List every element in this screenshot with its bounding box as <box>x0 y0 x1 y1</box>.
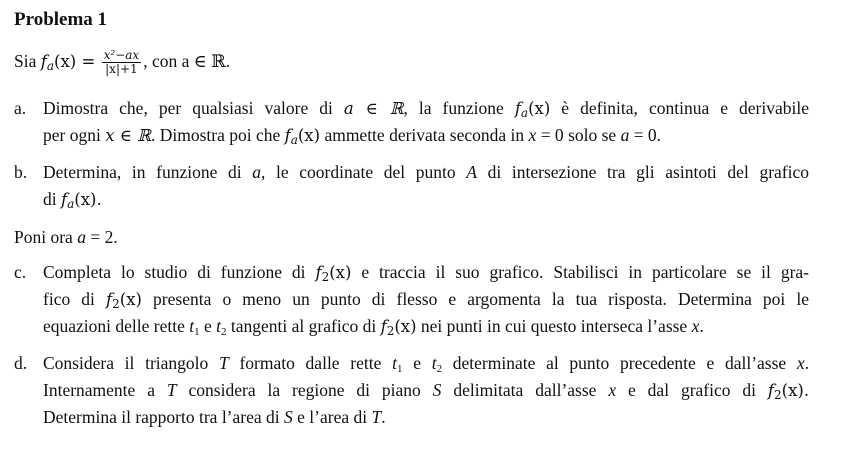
function-argument: (x) = <box>54 52 96 71</box>
text: considera la regione di piano <box>188 380 421 400</box>
text: presenta o meno un punto di flesso e argomenta la tua risposta. Determina poi le <box>153 289 810 309</box>
item-d-line-2 <box>43 378 809 403</box>
text: . <box>804 353 810 373</box>
function-argument: (x) <box>297 126 321 145</box>
text: Determina il rapporto tra l’area di <box>43 407 280 427</box>
item-a-line-2 <box>43 123 661 148</box>
math: x <box>528 125 537 145</box>
math-subscript: 1 <box>396 363 403 375</box>
math: = 2. <box>90 227 118 247</box>
function-subscript: 2 <box>321 270 330 284</box>
math: T <box>166 380 177 400</box>
function-argument: (x) <box>528 99 551 118</box>
text: nei punti in cui questo interseca l’asse <box>420 316 688 336</box>
math: = 0. <box>633 125 662 145</box>
math: x <box>691 316 700 336</box>
math: A <box>466 162 477 182</box>
math: a ∈ ℝ <box>343 99 404 118</box>
text: Dimostra che, per qualsiasi valore di <box>43 98 333 118</box>
intro-text: Sia <box>14 51 37 71</box>
item-c-line-3 <box>43 314 704 339</box>
math: = 0 <box>540 125 564 145</box>
text: e <box>204 316 212 336</box>
text: per ogni <box>43 125 101 145</box>
math: T <box>371 407 382 427</box>
text: e traccia il suo grafico. Stabilisci in particolare se il gra- <box>361 262 810 282</box>
text: , le coordinate del punto <box>260 162 456 182</box>
text: delimitata dall’asse <box>453 380 597 400</box>
item-a-line-1 <box>43 96 809 121</box>
text: Internamente a <box>43 380 155 400</box>
text: , la funzione <box>403 98 504 118</box>
function-subscript: a <box>67 197 75 211</box>
text: determinate al punto precedente e dall’asse <box>452 353 787 373</box>
function-symbol: f <box>380 317 387 336</box>
text: equazioni delle rette <box>43 316 185 336</box>
intro-tail: , con a ∈ ℝ. <box>143 51 230 71</box>
math: t <box>189 316 195 336</box>
text: solo se <box>568 125 617 145</box>
intro-line <box>14 49 230 76</box>
item-c-line-1 <box>43 260 809 285</box>
math: S <box>284 407 293 427</box>
function-symbol: f <box>40 52 47 71</box>
function-symbol: f <box>106 290 113 309</box>
item-d-marker: d. <box>14 353 28 373</box>
function-argument: (x) <box>119 290 142 309</box>
math: x <box>608 380 617 400</box>
text: ammette derivata seconda in <box>324 125 525 145</box>
problem-title: Problema 1 <box>14 9 108 30</box>
math: a <box>252 162 261 182</box>
text: e <box>413 353 421 373</box>
math: a <box>620 125 630 145</box>
function-fraction <box>102 49 142 76</box>
math: a <box>77 227 86 247</box>
text: Completa lo studio di funzione di <box>43 262 306 282</box>
math: x <box>796 353 805 373</box>
text: e dal grafico di <box>628 380 757 400</box>
math: t <box>431 353 437 373</box>
function-subscript: 2 <box>112 297 120 311</box>
item-b-line-2 <box>43 187 102 212</box>
item-b-line-1 <box>43 160 809 184</box>
function-symbol: f <box>315 263 322 282</box>
item-b-marker: b. <box>14 162 28 182</box>
item-c-marker: c. <box>14 262 27 282</box>
function-argument: (x) <box>329 263 352 282</box>
text: . Dimostra poi che <box>150 125 281 145</box>
math: x ∈ ℝ <box>105 126 151 145</box>
text: Poni ora <box>14 227 73 247</box>
math-subscript: 2 <box>221 326 227 338</box>
fraction-numerator: x²−ax <box>103 48 140 63</box>
text: fico di <box>43 289 95 309</box>
function-subscript: a <box>520 106 529 120</box>
fraction-denominator: |x|+1 <box>105 62 138 77</box>
text: è definita, continua e derivabile <box>561 98 810 118</box>
math-subscript: 1 <box>194 326 200 338</box>
math: t <box>392 353 397 373</box>
text: di intersezione tra gli asintoti del grafico <box>487 162 809 182</box>
math: t <box>216 316 222 336</box>
function-subscript: 2 <box>386 324 395 338</box>
text: di <box>43 189 57 209</box>
item-c-line-2 <box>43 287 809 312</box>
text: Determina, in funzione di <box>43 162 242 182</box>
text: . <box>699 316 704 336</box>
math: S <box>432 380 442 400</box>
function-argument: (x) <box>394 317 417 336</box>
item-a-marker: a. <box>14 98 27 118</box>
poni-line <box>14 225 118 249</box>
function-argument: (x). <box>74 190 102 209</box>
function-subscript: a <box>290 133 298 147</box>
text: e l’area di <box>297 407 368 427</box>
function-symbol: f <box>61 190 68 209</box>
function-argument: (x). <box>781 381 810 400</box>
function-symbol: f <box>514 99 521 118</box>
text: Considera il triangolo <box>43 353 209 373</box>
function-subscript: a <box>46 59 55 73</box>
function-symbol: f <box>284 126 291 145</box>
item-d-line-3 <box>43 405 386 429</box>
text: tangenti al grafico di <box>230 316 377 336</box>
function-subscript: 2 <box>774 388 782 402</box>
function-symbol: f <box>767 381 775 400</box>
math-subscript: 2 <box>436 363 443 375</box>
item-d-line-1 <box>43 351 809 375</box>
text: formato dalle rette <box>239 353 382 373</box>
math: T <box>219 353 229 373</box>
text: . <box>381 407 386 427</box>
